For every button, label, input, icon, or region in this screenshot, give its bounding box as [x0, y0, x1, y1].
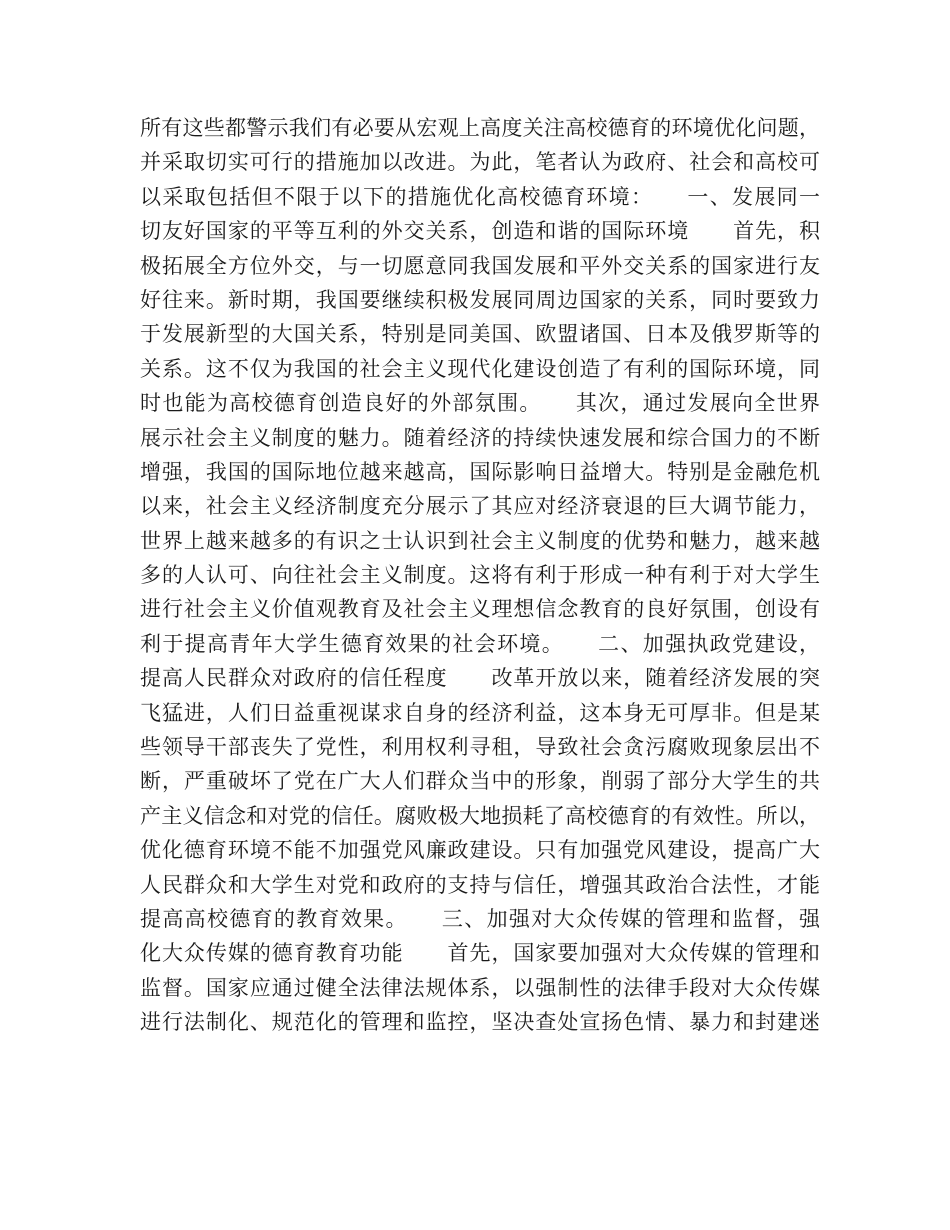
text-line: 断，严重破坏了党在广大人们群众当中的形象，削弱了部分大学生的共 — [140, 769, 820, 794]
text-line: 进行法制化、规范化的管理和监控，坚决查处宣扬色情、暴力和封建迷 — [140, 1010, 820, 1035]
text-line: 多的人认可、向往社会主义制度。这将有利于形成一种有利于对大学生 — [140, 563, 820, 588]
text-line: 展示社会主义制度的魅力。随着经济的持续快速发展和综合国力的不断 — [140, 425, 820, 450]
text-line: 利于提高青年大学生德育效果的社会环境。 二、加强执政党建设， — [140, 631, 820, 656]
text-line: 以采取包括但不限于以下的措施优化高校德育环境： 一、发展同一 — [140, 184, 820, 209]
text-line: 极拓展全方位外交，与一切愿意同我国发展和平外交关系的国家进行友 — [140, 253, 820, 278]
text-line: 所有这些都警示我们有必要从宏观上高度关注高校德育的环境优化问题， — [140, 116, 820, 140]
text-line: 增强，我国的国际地位越来越高，国际影响日益增大。特别是金融危机 — [140, 459, 820, 484]
text-line: 些领导干部丧失了党性，利用权利寻租，导致社会贪污腐败现象层出不 — [140, 735, 820, 760]
text-line: 并采取切实可行的措施加以改进。为此，笔者认为政府、社会和高校可 — [140, 150, 820, 175]
text-line: 飞猛进，人们日益重视谋求自身的经济利益，这本身无可厚非。但是某 — [140, 700, 820, 725]
text-line: 优化德育环境不能不加强党风廉政建设。只有加强党风建设，提高广大 — [140, 838, 820, 863]
text-line: 世界上越来越多的有识之士认识到社会主义制度的优势和魅力，越来越 — [140, 528, 820, 553]
text-line: 监督。国家应通过健全法律法规体系，以强制性的法律手段对大众传媒 — [140, 975, 820, 1000]
text-line: 化大众传媒的德育教育功能 首先，国家要加强对大众传媒的管理和 — [140, 941, 820, 966]
text-line: 关系。这不仅为我国的社会主义现代化建设创造了有利的国际环境，同 — [140, 356, 820, 381]
text-line: 提高高校德育的教育效果。 三、加强对大众传媒的管理和监督，强 — [140, 906, 820, 931]
text-line: 产主义信念和对党的信任。腐败极大地损耗了高校德育的有效性。所以， — [140, 803, 820, 828]
text-line: 提高人民群众对政府的信任程度 改革开放以来，随着经济发展的突 — [140, 666, 820, 691]
text-line: 时也能为高校德育创造良好的外部氛围。 其次，通过发展向全世界 — [140, 391, 820, 416]
text-line: 好往来。新时期，我国要继续积极发展同周边国家的关系，同时要致力 — [140, 287, 820, 312]
text-line: 于发展新型的大国关系，特别是同美国、欧盟诸国、日本及俄罗斯等的 — [140, 322, 820, 347]
body-text — [140, 111, 820, 1040]
text-line: 以来，社会主义经济制度充分展示了其应对经济衰退的巨大调节能力， — [140, 494, 820, 519]
text-line: 切友好国家的平等互利的外交关系，创造和谐的国际环境 首先，积 — [140, 219, 820, 244]
text-line: 人民群众和大学生对党和政府的支持与信任，增强其政治合法性，才能 — [140, 872, 820, 897]
text-line: 进行社会主义价值观教育及社会主义理想信念教育的良好氛围，创设有 — [140, 597, 820, 622]
